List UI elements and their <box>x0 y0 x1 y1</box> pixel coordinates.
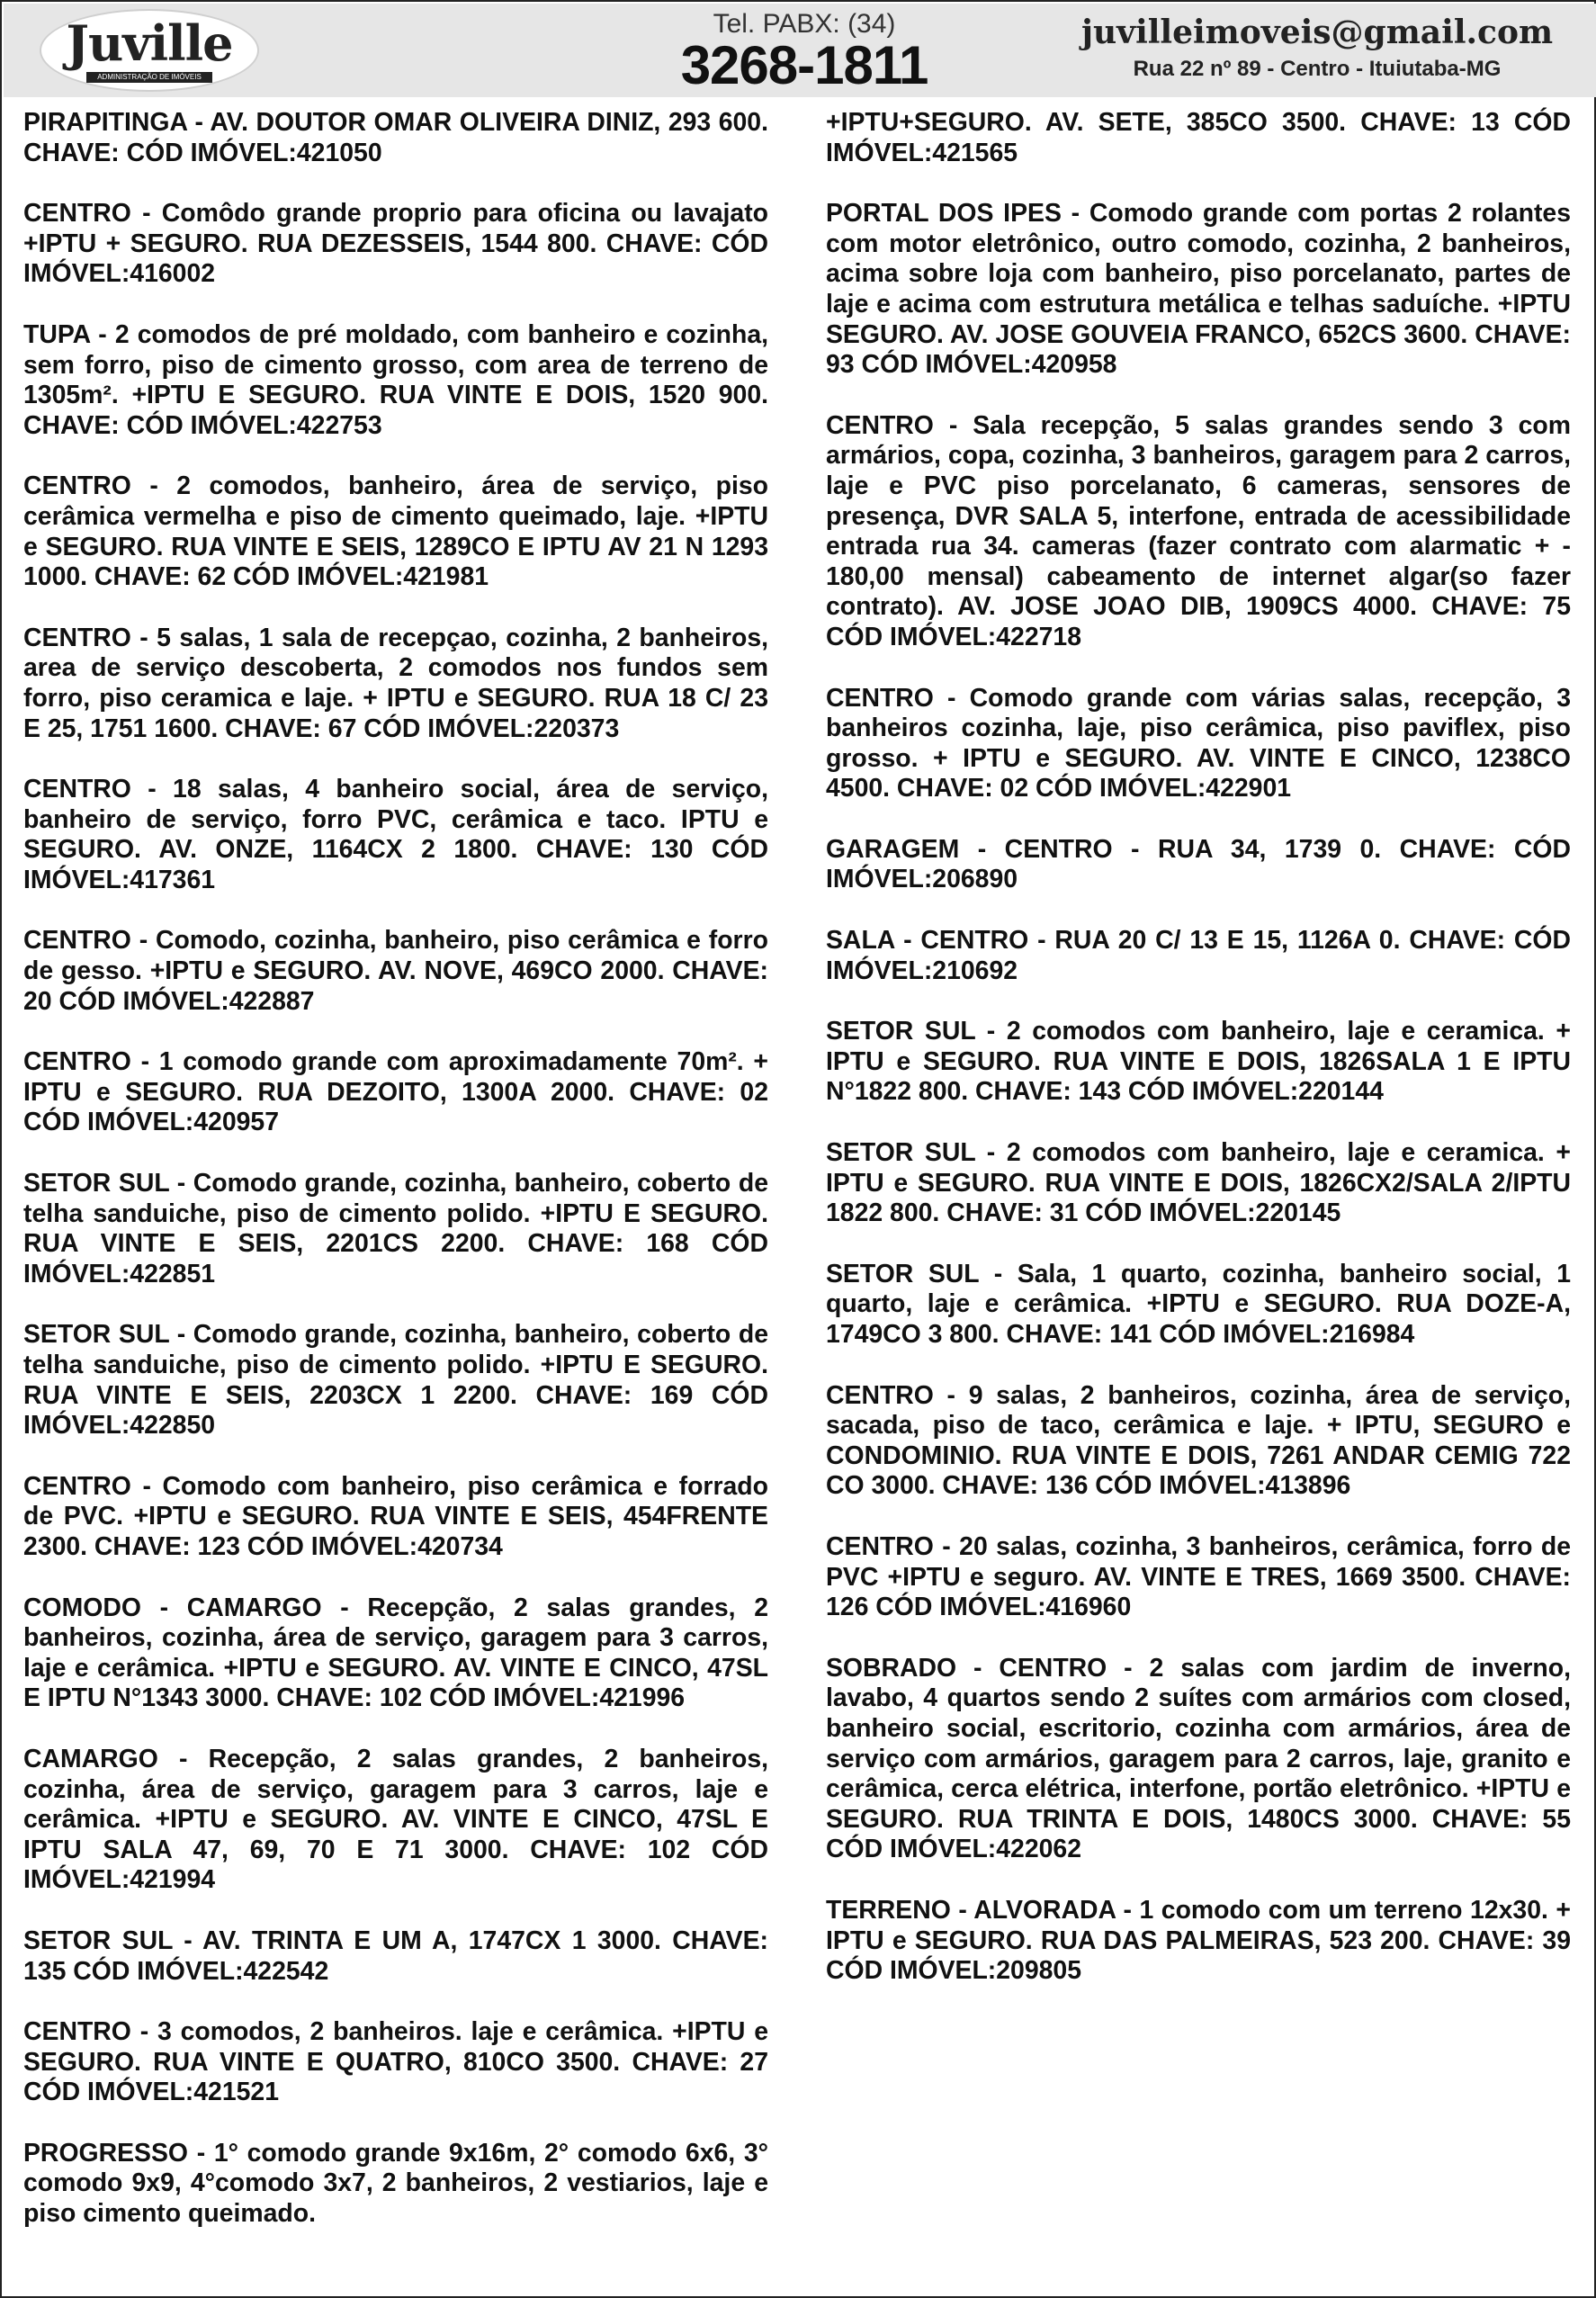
listing-title: COMODO - CAMARGO <box>23 1593 322 1622</box>
listing-body: - RUA 34, 1739 0. CHAVE: CÓD IMÓVEL:206890 <box>826 834 1571 894</box>
listing <box>23 2017 768 2108</box>
listing-title: SETOR SUL <box>826 1017 976 1046</box>
listing-body: +IPTU+SEGURO. AV. SETE, 385CO 3500. CHAVE: 13 CÓD IMÓVEL:421565 <box>826 108 1571 167</box>
listing-title: SETOR SUL <box>23 1169 170 1198</box>
listing-body: - 2 comodos de pré moldado, com banheiro e cozinha, sem forro, piso de cimento grosso, com area de terreno de 1305m². +IPTU E SEGURO. RUA VINTE E DOIS, 1520 900. CHAVE: CÓD IMÓVEL:422753 <box>23 319 768 440</box>
listing <box>23 2139 768 2230</box>
listing-title: CENTRO <box>826 1380 934 1410</box>
street-address: Rua 22 nº 89 - Centro - Ituiutaba-MG <box>1133 57 1502 81</box>
listing-body: - 2 comodos com banheiro, laje e ceramica. + IPTU e SEGURO. RUA VINTE E DOIS, 1826SALA 1 E IPTU N°1822 800. CHAVE: 143 CÓD IMÓVEL:220144 <box>826 1017 1571 1107</box>
listing <box>826 1896 1571 1987</box>
email-address: juvilleimoveis@gmail.com <box>1080 13 1554 51</box>
listing <box>23 320 768 441</box>
listing-body: - 2 comodos, banheiro, área de serviço, piso cerâmica vermelha e piso de cimento queimado, laje. +IPTU e SEGURO. RUA VINTE E SEIS, 1289CO E IPTU AV 21 N 1293 1000. CHAVE: 62 CÓD IMÓVEL:421981 <box>23 471 768 592</box>
listing-body: - 2 comodos com banheiro, laje e ceramica. + IPTU e SEGURO. RUA VINTE E DOIS, 1826CX2/SALA 2/IPTU 1822 800. CHAVE: 31 CÓD IMÓVEL:220145 <box>826 1138 1571 1228</box>
listing-body: - 9 salas, 2 banheiros, cozinha, área de serviço, sacada, piso de taco, cerâmica e laje. + IPTU, SEGURO e CONDOMINIO. RUA VINTE E DOIS, 7261 ANDAR CEMIG 722 CO 3000. CHAVE: 136 CÓD IMÓVEL:413896 <box>826 1380 1571 1501</box>
listing-body: - 20 salas, cozinha, 3 banheiros, cerâmica, forro de PVC +IPTU e seguro. AV. VINTE E TRES, 1669 3500. CHAVE: 126 CÓD IMÓVEL:416960 <box>826 1531 1571 1622</box>
listing <box>826 926 1571 986</box>
listing <box>23 1926 768 1987</box>
listing-title: SOBRADO - CENTRO <box>826 1653 1107 1683</box>
listing <box>23 775 768 895</box>
listing <box>23 1593 768 1714</box>
listing-title: CENTRO <box>826 1531 934 1561</box>
listing-title: TUPA <box>23 319 91 349</box>
listing-title: CENTRO <box>23 623 131 652</box>
listing-body: - Sala recepção, 5 salas grandes sendo 3 com armários, copa, cozinha, 3 banheiros, garagem para 2 carros, laje e PVC piso porcelanato, 6 cameras, sensores de presença, DVR SALA 5, interfone, entrada de acessibilidade entrada rua 34. cameras (fazer contrato com alarmatic + - 180,00 mensal) cabeamento de internet algar(so fazer contrato). AV. JOSE JOAO DIB, 1909CS 4000. CHAVE: 75 CÓD IMÓVEL:422718 <box>826 410 1571 651</box>
listing-title: PORTAL DOS IPES <box>826 199 1062 229</box>
listing-title: GARAGEM - CENTRO <box>826 834 1113 864</box>
listing-title: SETOR SUL <box>826 1259 980 1288</box>
listing <box>826 1654 1571 1865</box>
listing-title: TERRENO - ALVORADA <box>826 1895 1116 1925</box>
listing <box>826 1017 1571 1108</box>
logo-text: Juville <box>66 14 233 72</box>
listing-title: PROGRESSO <box>23 2138 189 2168</box>
listing-body: - Comodo com banheiro, piso cerâmica e forrado de PVC. +IPTU e SEGURO. RUA VINTE E SEIS, 454FRENTE 2300. CHAVE: 123 CÓD IMÓVEL:420734 <box>23 1471 768 1561</box>
listing <box>23 1472 768 1563</box>
listing-body: - 18 salas, 4 banheiro social, área de serviço, banheiro de serviço, forro PVC, cerâmica e taco. IPTU e SEGURO. AV. ONZE, 1164CX 2 1800. CHAVE: 130 CÓD IMÓVEL:417361 <box>23 775 768 894</box>
listing-body: - AV. DOUTOR OMAR OLIVEIRA DINIZ, 293 600. CHAVE: CÓD IMÓVEL:421050 <box>23 108 768 167</box>
listing <box>826 1260 1571 1351</box>
listing-body: - 1° comodo grande 9x16m, 2° comodo 6x6, 3° comodo 9x9, 4°comodo 3x7, 2 banheiros, 2 vestiarios, laje e piso cimento queimado. <box>23 2138 768 2229</box>
left-column <box>23 108 768 2260</box>
listing-body: - 2 salas com jardim de inverno, lavabo, 4 quartos sendo 2 suítes com armários com closed, banheiro social, escritorio, cozinha com armários, área de serviço com armários, garagem para 2 carros, laje, granito e cerâmica, cerca elétrica, interfone, portão eletrônico. +IPTU e SEGURO. RUA TRINTA E DOIS, 1480CS 3000. CHAVE: 55 CÓD IMÓVEL:422062 <box>826 1653 1571 1864</box>
listing-body: - Comodo grande com portas 2 rolantes com motor eletrônico, outro comodo, cozinha, 2 banheiros, acima sobre loja com banheiro, piso porcelanato, partes de laje e acima com estrutura metálica e telhas saduíche. +IPTU SEGURO. AV. JOSE GOUVEIA FRANCO, 652CS 3600. CHAVE: 93 CÓD IMÓVEL:420958 <box>826 199 1571 380</box>
listing-title: SETOR SUL <box>23 1320 170 1350</box>
listing-title: CENTRO <box>826 410 934 440</box>
listing <box>826 1532 1571 1623</box>
listing <box>826 835 1571 895</box>
listing-title: CENTRO <box>23 1471 131 1501</box>
listing <box>23 199 768 290</box>
listing <box>23 108 768 168</box>
listing-body: - 3 comodos, 2 banheiros. laje e cerâmica. +IPTU e SEGURO. RUA VINTE E QUATRO, 810CO 3500. CHAVE: 27 CÓD IMÓVEL:421521 <box>23 2017 768 2107</box>
listing <box>826 199 1571 381</box>
header-bar <box>4 4 1596 97</box>
listing-title: SETOR SUL <box>23 1925 173 1955</box>
listing-body: - Comodo grande com várias salas, recepção, 3 banheiros cozinha, laje, piso cerâmica, piso paviflex, piso grosso. + IPTU e SEGURO. AV. VINTE E CINCO, 1238CO 4500. CHAVE: 02 CÓD IMÓVEL:422901 <box>826 683 1571 803</box>
listing <box>826 1138 1571 1229</box>
listing <box>23 926 768 1017</box>
listing-body: - Comôdo grande proprio para oficina ou lavajato +IPTU + SEGURO. RUA DEZESSEIS, 1544 800. CHAVE: CÓD IMÓVEL:416002 <box>23 199 768 289</box>
listing-body: - Sala, 1 quarto, cozinha, banheiro social, 1 quarto, laje e cerâmica. +IPTU e SEGURO. RUA DOZE-A, 1749CO 3 800. CHAVE: 141 CÓD IMÓVEL:216984 <box>826 1259 1571 1349</box>
listing <box>23 471 768 592</box>
juville-logo <box>40 9 259 92</box>
listing-body: - Recepção, 2 salas grandes, 2 banheiros, cozinha, área de serviço, garagem para 3 carros, laje e cerâmica. +IPTU e SEGURO. AV. VINTE E CINCO, 47SL E IPTU N°1343 3000. CHAVE: 102 CÓD IMÓVEL:421996 <box>23 1593 768 1713</box>
listing <box>826 411 1571 653</box>
listing-title: CENTRO <box>23 1047 131 1077</box>
logo-subtitle: ADMINISTRAÇÃO DE IMÓVEIS <box>86 72 212 83</box>
listing <box>23 1047 768 1138</box>
listing-body: - 5 salas, 1 sala de recepçao, cozinha, 2 banheiros, area de serviço descoberta, 2 comodos nos fundos sem forro, piso ceramica e laje. + IPTU e SEGURO. RUA 18 C/ 23 E 25, 1751 1600. CHAVE: 67 CÓD IMÓVEL:220373 <box>23 623 768 743</box>
listing <box>23 1320 768 1441</box>
tel-label: Tel. PABX: (34) <box>713 9 896 39</box>
listing-title: CAMARGO <box>23 1744 158 1773</box>
listing-body: - Comodo, cozinha, banheiro, piso cerâmica e forro de gesso. +IPTU e SEGURO. AV. NOVE, 469CO 2000. CHAVE: 20 CÓD IMÓVEL:422887 <box>23 926 768 1016</box>
listing-title: CENTRO <box>23 2017 131 2047</box>
listing-body: - AV. TRINTA E UM A, 1747CX 1 3000. CHAVE: 135 CÓD IMÓVEL:422542 <box>23 1925 768 1986</box>
listing-body: - Comodo grande, cozinha, banheiro, coberto de telha sanduiche, piso de cimento polido. +IPTU E SEGURO. RUA VINTE E SEIS, 2203CX 1 2200. CHAVE: 169 CÓD IMÓVEL:422850 <box>23 1320 768 1441</box>
listing-title: SETOR SUL <box>826 1138 976 1168</box>
listing-body: - RUA 20 C/ 13 E 15, 1126A 0. CHAVE: CÓD IMÓVEL:210692 <box>826 926 1571 985</box>
listing-body: - 1 comodo com um terreno 12x30. + IPTU e SEGURO. RUA DAS PALMEIRAS, 523 200. CHAVE: 39 CÓD IMÓVEL:209805 <box>826 1895 1571 1986</box>
listing <box>826 684 1571 804</box>
listing <box>23 1745 768 1896</box>
phone-number: 3268-1811 <box>680 35 928 95</box>
listing-body: - 1 comodo grande com aproximadamente 70m². + IPTU e SEGURO. RUA DEZOITO, 1300A 2000. CHAVE: 02 CÓD IMÓVEL:420957 <box>23 1047 768 1137</box>
right-column <box>826 108 1571 2017</box>
listing <box>23 624 768 744</box>
listing-title: CENTRO <box>23 775 131 804</box>
listing <box>826 1381 1571 1502</box>
listing-title: PIRAPITINGA <box>23 108 187 137</box>
listing-title: CENTRO <box>826 683 934 713</box>
listing <box>23 1169 768 1289</box>
listing-body: - Comodo grande, cozinha, banheiro, coberto de telha sanduiche, piso de cimento polido. +IPTU E SEGURO. RUA VINTE E SEIS, 2201CS 2200. CHAVE: 168 CÓD IMÓVEL:422851 <box>23 1169 768 1288</box>
listing-title: CENTRO <box>23 199 131 229</box>
listing-title: CENTRO <box>23 471 131 501</box>
listing <box>826 108 1571 168</box>
listing-title: CENTRO <box>23 926 131 956</box>
listing-body: - Recepção, 2 salas grandes, 2 banheiros, cozinha, área de serviço, garagem para 3 carros, laje e cerâmica. +IPTU e SEGURO. AV. VINTE E CINCO, 47SL E IPTU SALA 47, 69, 70 E 71 3000. CHAVE: 102 CÓD IMÓVEL:421994 <box>23 1744 768 1895</box>
listing-title: SALA - CENTRO <box>826 926 1029 956</box>
